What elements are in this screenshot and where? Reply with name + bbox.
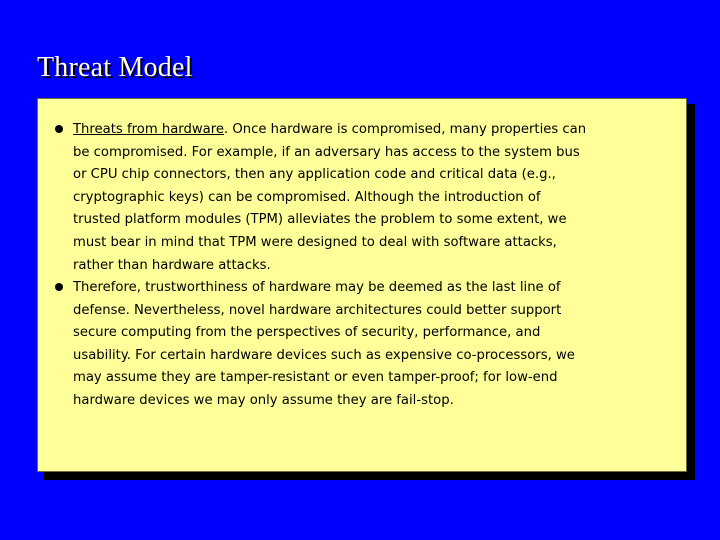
bullet-line: usability. For certain hardware devices such as expensive co-processors, we (73, 347, 575, 363)
bullet-line: must bear in mind that TPM were designed to deal with software attacks, (73, 234, 557, 250)
bullet-line-text: . Once hardware is compromised, many properties can (223, 122, 587, 137)
bullet-dot-icon (55, 125, 63, 133)
bullet-lead: Threats from hardware (73, 122, 224, 137)
bullet-line: defense. Nevertheless, novel hardware architectures could better support (73, 302, 562, 318)
bullet-dot-icon (55, 283, 63, 291)
bullet-line: be compromised. For example, if an adversary has access to the system bus (73, 144, 580, 160)
bullet-text (73, 277, 673, 413)
bullet-line: trusted platform modules (TPM) alleviates the problem to some extent, we (73, 212, 567, 228)
bullet-line: cryptographic keys) can be compromised. Although the introduction of (73, 189, 541, 205)
bullet-line: or CPU chip connectors, then any application code and critical data (e.g., (73, 167, 556, 183)
bullet-line (73, 119, 673, 142)
content-card (37, 98, 687, 472)
bullet-line: hardware devices we may only assume they are fail-stop. (73, 392, 454, 408)
bullet-text (73, 119, 673, 277)
bullet-line: secure computing from the perspectives of security, performance, and (73, 325, 541, 341)
bullet-line: rather than hardware attacks. (73, 257, 271, 273)
bullet-line: Therefore, trustworthiness of hardware may be deemed as the last line of (73, 280, 561, 295)
slide-title: Threat Model (37, 52, 193, 83)
bullet-line: may assume they are tamper-resistant or even tamper-proof; for low-end (73, 370, 558, 386)
